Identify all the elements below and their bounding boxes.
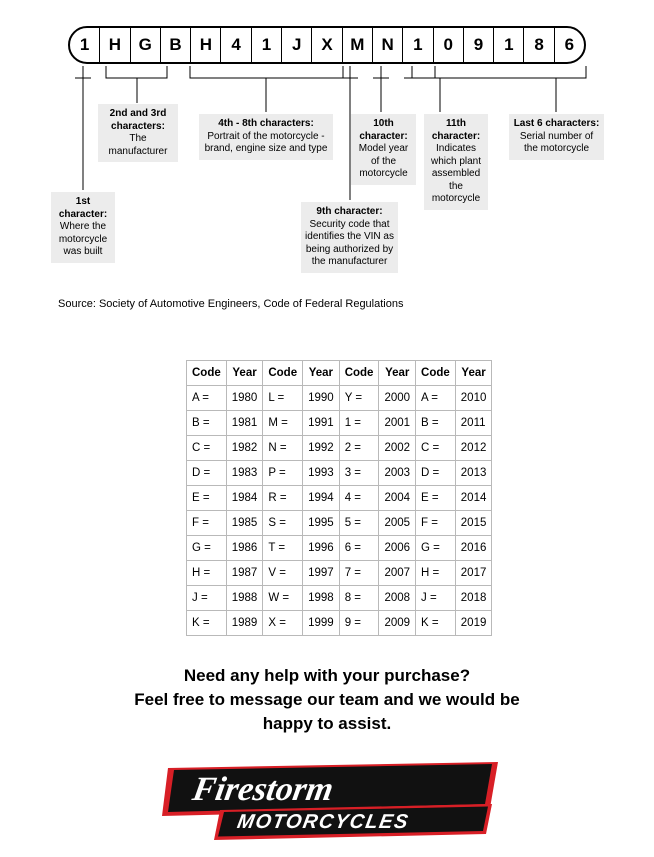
callout-body: Model year of the motorcycle bbox=[358, 143, 409, 179]
vin-char: 1 bbox=[70, 28, 100, 62]
cell-code: G = bbox=[416, 536, 456, 561]
vin-char: N bbox=[373, 28, 403, 62]
table-row bbox=[187, 611, 492, 636]
cell-code: 6 = bbox=[339, 536, 379, 561]
cell-year: 2004 bbox=[379, 486, 416, 511]
cell-year: 1988 bbox=[226, 586, 263, 611]
callout-body: Portrait of the motorcycle - brand, engine size and type bbox=[204, 130, 328, 154]
cell-code: K = bbox=[187, 611, 227, 636]
cell-year: 2006 bbox=[379, 536, 416, 561]
cell-code: 9 = bbox=[339, 611, 379, 636]
cell-code: 5 = bbox=[339, 511, 379, 536]
cell-code: 1 = bbox=[339, 411, 379, 436]
cell-year: 2013 bbox=[455, 461, 492, 486]
vin-char: 6 bbox=[564, 35, 575, 54]
callout-body: Security code that identifies the VIN as being authorized by the manufacturer bbox=[305, 218, 394, 267]
cell-year: 1993 bbox=[303, 461, 340, 486]
cell-year: 2018 bbox=[455, 586, 492, 611]
cell-code: F = bbox=[416, 511, 456, 536]
table-row bbox=[187, 436, 492, 461]
vin-char: 1 bbox=[494, 28, 524, 62]
cell-code: H = bbox=[187, 561, 227, 586]
cell-code: C = bbox=[416, 436, 456, 461]
cell-code: A = bbox=[187, 386, 227, 411]
cell-year: 1987 bbox=[226, 561, 263, 586]
callout-title: 1st character: bbox=[58, 196, 108, 220]
cell-code: B = bbox=[187, 411, 227, 436]
cell-year: 1995 bbox=[303, 511, 340, 536]
vin-char: H bbox=[191, 28, 221, 62]
cell-code: 7 = bbox=[339, 561, 379, 586]
vin-char: H bbox=[100, 28, 130, 62]
cell-year: 2003 bbox=[379, 461, 416, 486]
cell-year: 1989 bbox=[226, 611, 263, 636]
callout-title: 2nd and 3rd characters: bbox=[109, 108, 167, 132]
cell-year: 1999 bbox=[303, 611, 340, 636]
cell-year: 1994 bbox=[303, 486, 340, 511]
cell-year: 1992 bbox=[303, 436, 340, 461]
cell-year: 2016 bbox=[455, 536, 492, 561]
cell-code: C = bbox=[187, 436, 227, 461]
cell-code: F = bbox=[187, 511, 227, 536]
column-header: Code bbox=[187, 361, 227, 386]
cell-code: Y = bbox=[339, 386, 379, 411]
cell-year: 1997 bbox=[303, 561, 340, 586]
table-row bbox=[187, 386, 492, 411]
cell-code: D = bbox=[416, 461, 456, 486]
vin-char: 8 bbox=[524, 28, 554, 62]
logo-brand-text: Firestorm bbox=[189, 770, 337, 808]
cell-year: 2010 bbox=[455, 386, 492, 411]
callout-body: Serial number of the motorcycle bbox=[519, 130, 594, 154]
cell-year: 1982 bbox=[226, 436, 263, 461]
help-line-1: Need any help with your purchase? bbox=[183, 666, 471, 685]
cell-code: T = bbox=[263, 536, 303, 561]
table-row bbox=[187, 561, 492, 586]
help-message bbox=[0, 664, 654, 736]
logo-subtitle-text: MOTORCYCLES bbox=[235, 811, 411, 833]
cell-year: 1990 bbox=[303, 386, 340, 411]
cell-code: 4 = bbox=[339, 486, 379, 511]
callout-body: Where the motorcycle was built bbox=[58, 221, 108, 257]
table-row bbox=[187, 586, 492, 611]
cell-year: 2014 bbox=[455, 486, 492, 511]
source-note: Source: Society of Automotive Engineers, Code of Federal Regulations bbox=[58, 298, 404, 310]
callout-title: 9th character: bbox=[316, 206, 383, 217]
cell-code: G = bbox=[187, 536, 227, 561]
cell-code: K = bbox=[416, 611, 456, 636]
table-row bbox=[187, 536, 492, 561]
cell-year: 1986 bbox=[226, 536, 263, 561]
callout-title: 11th character: bbox=[431, 118, 481, 142]
column-header: Year bbox=[379, 361, 416, 386]
cell-code: W = bbox=[263, 586, 303, 611]
callout-title: 10th character: bbox=[359, 118, 408, 142]
vin-char: B bbox=[161, 28, 191, 62]
table-row bbox=[187, 411, 492, 436]
cell-code: H = bbox=[416, 561, 456, 586]
cell-year: 1984 bbox=[226, 486, 263, 511]
callout-eleventh-character bbox=[424, 114, 488, 210]
cell-year: 2008 bbox=[379, 586, 416, 611]
cell-year: 2002 bbox=[379, 436, 416, 461]
table-row bbox=[187, 461, 492, 486]
cell-code: J = bbox=[416, 586, 456, 611]
column-header: Year bbox=[455, 361, 492, 386]
callout-last-six-characters bbox=[509, 114, 604, 160]
cell-code: A = bbox=[416, 386, 456, 411]
cell-year: 2015 bbox=[455, 511, 492, 536]
cell-year: 2012 bbox=[455, 436, 492, 461]
vin-char: 1 bbox=[252, 28, 282, 62]
cell-year: 2005 bbox=[379, 511, 416, 536]
callout-fourth-eighth-characters bbox=[199, 114, 333, 160]
vin-char: 1 bbox=[403, 28, 433, 62]
cell-code: R = bbox=[263, 486, 303, 511]
column-header: Code bbox=[263, 361, 303, 386]
cell-code: D = bbox=[187, 461, 227, 486]
help-line-2: Feel free to message our team and we would be bbox=[134, 690, 520, 709]
cell-year: 1980 bbox=[226, 386, 263, 411]
vin-char: X bbox=[312, 28, 342, 62]
vin-diagram bbox=[0, 0, 654, 310]
cell-year: 2001 bbox=[379, 411, 416, 436]
vin-char: 9 bbox=[464, 28, 494, 62]
vin-char: 4 bbox=[221, 28, 251, 62]
cell-year: 2000 bbox=[379, 386, 416, 411]
vin-char: 0 bbox=[434, 28, 464, 62]
cell-year: 2007 bbox=[379, 561, 416, 586]
callout-first-character bbox=[51, 192, 115, 263]
cell-code: E = bbox=[187, 486, 227, 511]
column-header: Year bbox=[303, 361, 340, 386]
callout-ninth-character bbox=[301, 202, 398, 273]
vin-char: G bbox=[131, 28, 161, 62]
column-header: Code bbox=[416, 361, 456, 386]
cell-code: B = bbox=[416, 411, 456, 436]
column-header: Year bbox=[226, 361, 263, 386]
cell-code: N = bbox=[263, 436, 303, 461]
cell-code: M = bbox=[263, 411, 303, 436]
cell-year: 1983 bbox=[226, 461, 263, 486]
cell-year: 2017 bbox=[455, 561, 492, 586]
cell-code: L = bbox=[263, 386, 303, 411]
cell-code: S = bbox=[263, 511, 303, 536]
table-row bbox=[187, 486, 492, 511]
table-row bbox=[187, 511, 492, 536]
vin-char: J bbox=[282, 28, 312, 62]
logo-graphic bbox=[160, 762, 500, 842]
cell-year: 2011 bbox=[455, 411, 492, 436]
cell-year: 1996 bbox=[303, 536, 340, 561]
callout-title: 4th - 8th characters: bbox=[218, 118, 314, 129]
firestorm-motorcycles-logo bbox=[160, 762, 500, 842]
cell-code: X = bbox=[263, 611, 303, 636]
model-year-code-table bbox=[186, 360, 487, 636]
cell-year: 1991 bbox=[303, 411, 340, 436]
cell-code: 8 = bbox=[339, 586, 379, 611]
cell-code: J = bbox=[187, 586, 227, 611]
cell-year: 1985 bbox=[226, 511, 263, 536]
callout-tenth-character bbox=[351, 114, 416, 185]
cell-year: 2019 bbox=[455, 611, 492, 636]
column-header: Code bbox=[339, 361, 379, 386]
cell-year: 1981 bbox=[226, 411, 263, 436]
cell-code: 2 = bbox=[339, 436, 379, 461]
vin-number-bar bbox=[68, 26, 586, 64]
cell-year: 1998 bbox=[303, 586, 340, 611]
cell-code: P = bbox=[263, 461, 303, 486]
help-line-3: happy to assist. bbox=[262, 714, 392, 733]
callout-second-third-characters bbox=[98, 104, 178, 162]
cell-code: V = bbox=[263, 561, 303, 586]
callout-body: The manufacturer bbox=[108, 133, 168, 157]
callout-body: Indicates which plant assembled the motorcycle bbox=[430, 143, 482, 204]
callout-title: Last 6 characters: bbox=[513, 118, 600, 129]
cell-code: 3 = bbox=[339, 461, 379, 486]
cell-year: 2009 bbox=[379, 611, 416, 636]
table-header-row bbox=[187, 361, 492, 386]
cell-code: E = bbox=[416, 486, 456, 511]
vin-char: M bbox=[343, 28, 373, 62]
